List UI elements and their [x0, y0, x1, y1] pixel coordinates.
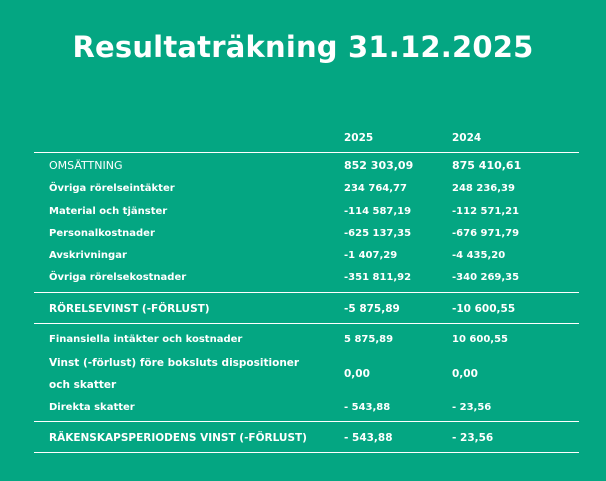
section-divider	[34, 323, 579, 324]
row-value-2025: -625 137,35	[344, 228, 412, 239]
section-divider	[34, 421, 579, 422]
row-value-2025: 0,00	[344, 368, 370, 380]
column-header-2024: 2024	[452, 132, 482, 144]
section-divider	[34, 452, 579, 453]
row-label: Finansiella intäkter och kostnader	[49, 334, 243, 345]
row-value-2024: -676 971,79	[452, 228, 520, 239]
row-value-2025: - 543,88	[344, 432, 393, 444]
table-row-vinst-fore-bokslut	[0, 352, 606, 396]
row-value-2025: - 543,88	[344, 402, 391, 413]
row-value-2024: -340 269,35	[452, 272, 520, 283]
row-label: OMSÄTTNING	[49, 159, 123, 172]
row-value-2025: -351 811,92	[344, 272, 412, 283]
row-label: RÄKENSKAPSPERIODENS VINST (-FÖRLUST)	[49, 432, 307, 444]
row-label: RÖRELSEVINST (-FÖRLUST)	[49, 303, 210, 315]
row-label: Material och tjänster	[49, 206, 168, 217]
row-value-2024: -4 435,20	[452, 250, 506, 261]
row-label: Direkta skatter	[49, 402, 135, 413]
row-value-2024: - 23,56	[452, 402, 492, 413]
row-value-2024: 0,00	[452, 368, 478, 380]
row-value-2025: 5 875,89	[344, 334, 394, 345]
row-value-2025: 234 764,77	[344, 183, 407, 194]
row-label: Personalkostnader	[49, 228, 155, 239]
row-value-2025: -114 587,19	[344, 206, 412, 217]
row-label: Vinst (-förlust) före boksluts dispositioner och skatter	[49, 357, 300, 391]
page-title: Resultaträkning 31.12.2025	[72, 30, 534, 64]
row-value-2025: -1 407,29	[344, 250, 398, 261]
row-label: Övriga rörelsekostnader	[49, 272, 187, 283]
row-value-2025: 852 303,09	[344, 159, 414, 172]
row-value-2024: 10 600,55	[452, 334, 508, 345]
row-value-2024: 875 410,61	[452, 159, 522, 172]
row-value-2025: -5 875,89	[344, 303, 400, 315]
row-value-2024: - 23,56	[452, 432, 494, 444]
row-label: Övriga rörelseintäkter	[49, 183, 175, 194]
section-divider	[34, 292, 579, 293]
header-divider	[34, 152, 579, 153]
column-header-2025: 2025	[344, 132, 374, 144]
row-value-2024: -10 600,55	[452, 303, 516, 315]
row-value-2024: -112 571,21	[452, 206, 520, 217]
row-value-2024: 248 236,39	[452, 183, 515, 194]
row-label: Avskrivningar	[49, 250, 127, 261]
